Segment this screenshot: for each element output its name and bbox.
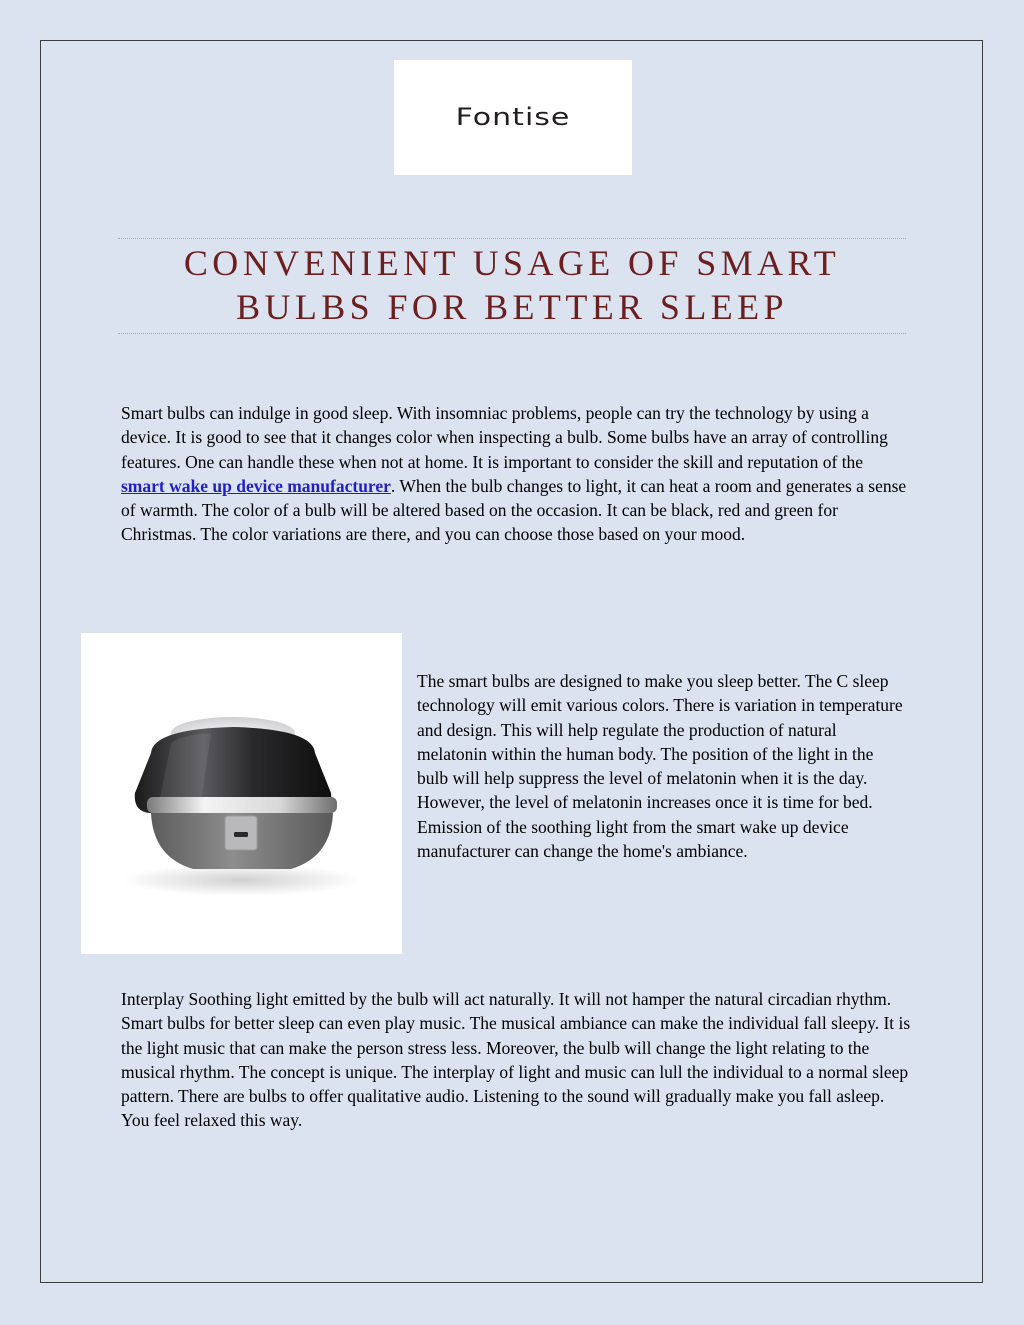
manufacturer-link[interactable]: smart wake up device manufacturer [121,475,391,496]
intro-paragraph [121,401,911,547]
intro-text-after-link: . When the bulb changes to light, it can heat a room and generates a sense of warmth. The color of a bulb will be altered based on the occasion. It can be black, red and green for Christmas. The color variations are there, and you can choose those based on your mood. [121,475,907,545]
sleep-technology-paragraph: The smart bulbs are designed to make you sleep better. The C sleep technology will emit various colors. There is variation in temperature and design. This will help regulate the production of natural melatonin within the human body. The position of the light in the bulb will help suppress the level of melatonin when it is the day. However, the level of melatonin increases once it is time for bed. Emission of the soothing light from the smart wake up device manufacturer can change the home's ambiance. [417,671,903,862]
smart-bulb-speaker-image [81,633,402,954]
page-title-line-2: BULBS FOR BETTER SLEEP [236,287,788,327]
intro-text-before-link: Smart bulbs can indulge in good sleep. With insomniac problems, people can try the technology by using a device. It is good to see that it changes color when inspecting a bulb. Some bulbs have an array of controlling features. One can handle these when not at home. It is important to consider the skill and reputation of the [121,403,888,472]
brand-logo-text: Fontise [455,103,571,132]
title-top-divider [118,238,906,239]
interplay-paragraph: Interplay Soothing light emitted by the bulb will act naturally. It will not hamper the natural circadian rhythm. Smart bulbs for better sleep can even play music. The musical ambiance can make the individual fall sleepy. It is the light music that can make the person stress less. Moreover, the bulb will change the light relating to the musical rhythm. The concept is unique. The interplay of light and music can lull the individual to a normal sleep pattern. There are bulbs to offer qualitative audio. Listening to the sound will gradually make you fall asleep. You feel relaxed this way. [121,989,911,1131]
page-title-line-1: CONVENIENT USAGE OF SMART [183,243,841,283]
brand-logo [394,60,632,175]
title-bottom-divider [118,333,906,334]
page-title [118,241,906,329]
